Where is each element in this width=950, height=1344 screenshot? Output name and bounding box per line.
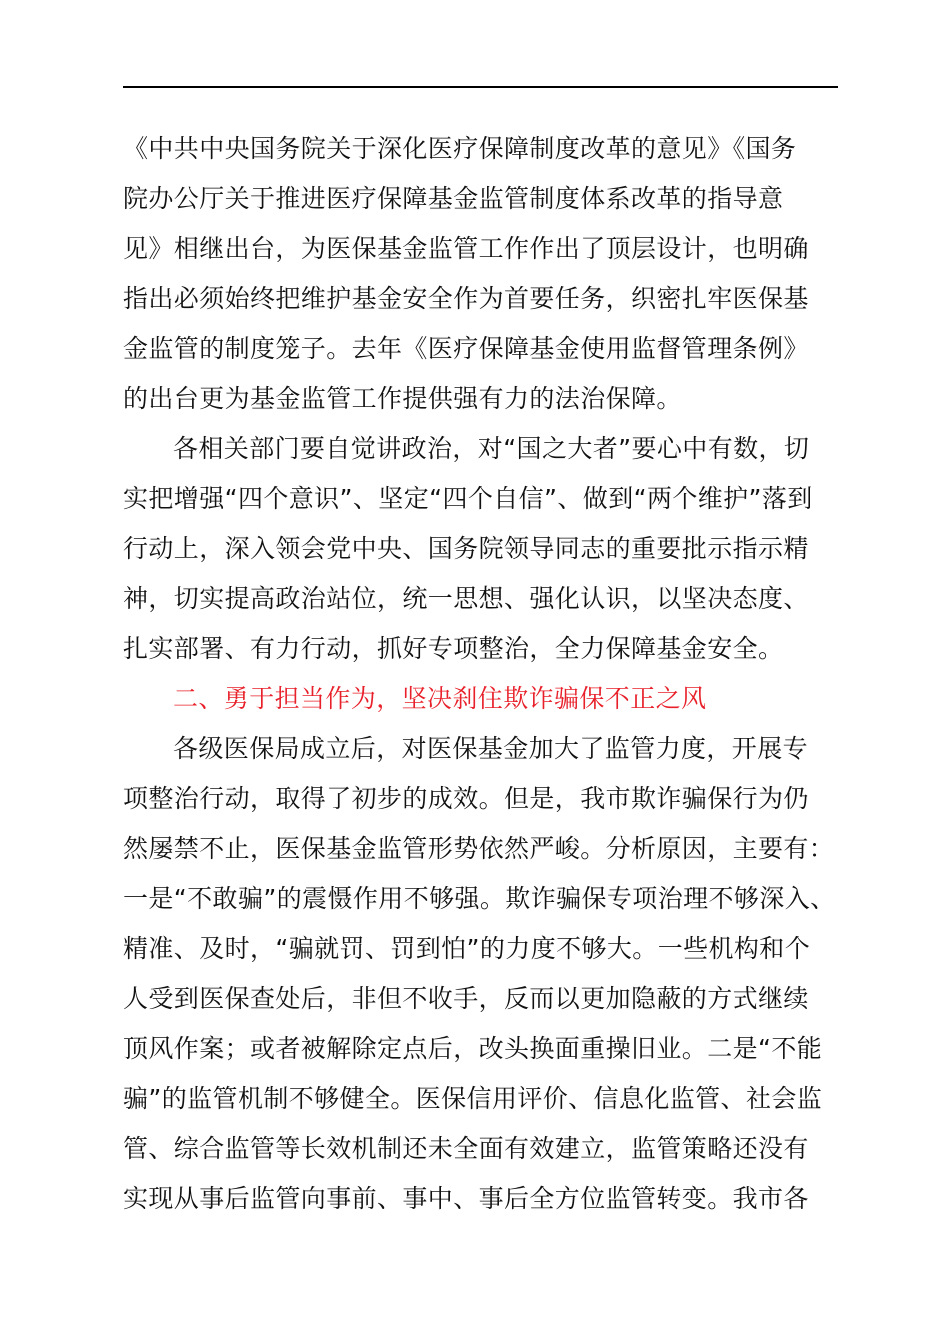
paragraph-2-line: 行动上，深入领会党中央、国务院领导同志的重要批示指示精 [123, 534, 809, 563]
paragraph-1-line: 的出台更为基金监管工作提供强有力的法治保障。 [123, 384, 682, 413]
paragraph-3-line: 一是“不敢骗”的震慑作用不够强。欺诈骗保专项治理不够深入、 [123, 884, 836, 913]
paragraph-3-line: 管、综合监管等长效机制还未全面有效建立，监管策略还没有 [123, 1134, 809, 1163]
paragraph-3-line: 实现从事后监管向事前、事中、事后全方位监管转变。我市各 [123, 1184, 809, 1213]
paragraph-3-line: 骗”的监管机制不够健全。医保信用评价、信息化监管、社会监 [123, 1084, 823, 1113]
paragraph-1-line: 金监管的制度笼子。去年《医疗保障基金使用监督管理条例》 [123, 334, 809, 363]
paragraph-3-line: 顶风作案；或者被解除定点后，改头换面重操旧业。二是“不能 [123, 1034, 823, 1063]
paragraph-3-line: 项整治行动，取得了初步的成效。但是，我市欺诈骗保行为仍 [123, 784, 809, 813]
paragraph-2-line: 实把增强“四个意识”、坚定“四个自信”、做到“两个维护”落到 [123, 484, 813, 513]
paragraph-1-line: 《中共中央国务院关于深化医疗保障制度改革的意见》《国务 [123, 134, 797, 163]
section-heading: 二、勇于担当作为，坚决刹住欺诈骗保不正之风 [173, 684, 707, 713]
paragraph-1-line: 见》相继出台，为医保基金监管工作作出了顶层设计，也明确 [123, 234, 809, 263]
paragraph-1-line: 院办公厅关于推进医疗保障基金监管制度体系改革的指导意 [123, 184, 784, 213]
paragraph-3-line: 然屡禁不止，医保基金监管形势依然严峻。分析原因，主要有： [123, 834, 835, 863]
paragraph-2-line: 神，切实提高政治站位，统一思想、强化认识，以坚决态度、 [123, 584, 809, 613]
paragraph-3-line: 人受到医保查处后，非但不收手，反而以更加隐蔽的方式继续 [123, 984, 809, 1013]
paragraph-3-line: 各级医保局成立后，对医保基金加大了监管力度，开展专 [173, 734, 809, 763]
paragraph-1-line: 指出必须始终把维护基金安全作为首要任务，织密扎牢医保基 [123, 284, 809, 313]
paragraph-2-line: 各相关部门要自觉讲政治，对“国之大者”要心中有数，切 [173, 434, 810, 463]
paragraph-2-line: 扎实部署、有力行动，抓好专项整治，全力保障基金安全。 [123, 634, 784, 663]
paragraph-3-line: 精准、及时，“骗就罚、罚到怕”的力度不够大。一些机构和个 [123, 934, 811, 963]
header-rule [123, 86, 838, 88]
